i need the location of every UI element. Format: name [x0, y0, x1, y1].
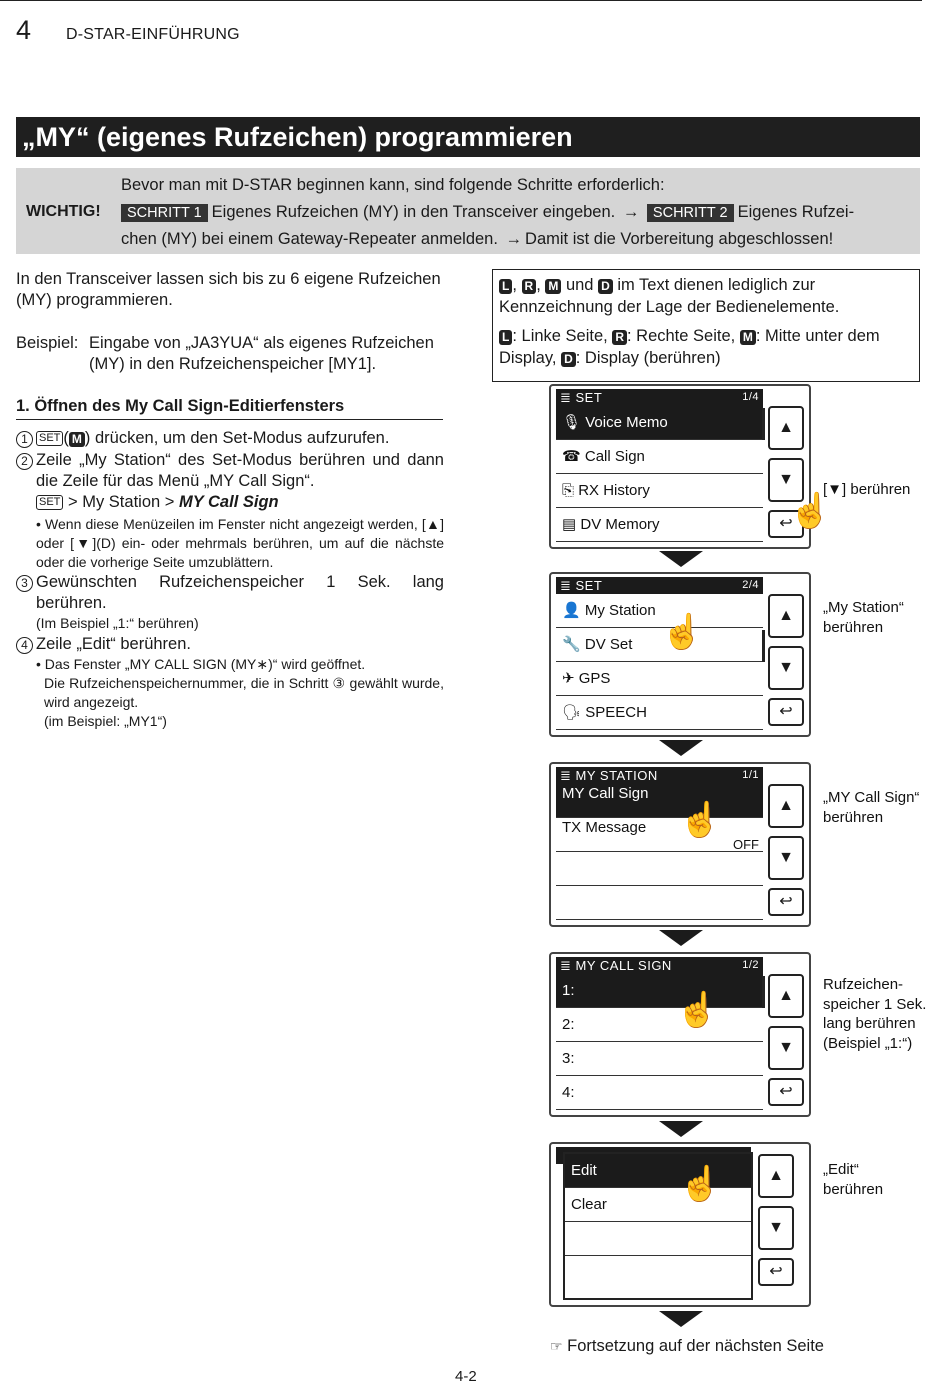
step2-path-b: MY Call Sign: [178, 493, 279, 511]
step2-text-b: chen (MY) bei einem Gateway-Repeater anmelden.: [121, 230, 498, 248]
memory-row-label: 1:: [562, 982, 575, 999]
screen-buttons: [768, 974, 806, 1106]
menu-row-label: TX Message: [562, 819, 647, 836]
d-key-icon: D: [561, 352, 576, 367]
scrollbar: [762, 630, 765, 662]
popup-menu: [563, 1152, 753, 1300]
arrow-icon: →: [622, 203, 640, 221]
down-button[interactable]: ▼: [758, 1206, 794, 1250]
rx-history-icon: ⎘: [562, 482, 575, 499]
screen-title: SET: [575, 578, 603, 593]
screen-my-station: [549, 762, 811, 927]
set-key-icon: SET: [36, 495, 63, 510]
touch-hand-icon: ☝: [679, 1165, 722, 1203]
r-key-icon: R: [612, 330, 627, 345]
legend-line1: L , R , M und D im Text dienen lediglich zur Kennzeichnung der Lage der Bedienelemente.: [499, 276, 840, 316]
chapter-title: D-STAR-EINFÜHRUNG: [66, 26, 240, 43]
screen-page: 2/4: [742, 579, 759, 591]
m-key-icon: M: [545, 279, 561, 294]
example-label: Beispiel:: [16, 334, 79, 352]
down-button[interactable]: ▼: [768, 458, 804, 502]
menu-row-label: GPS: [578, 670, 611, 687]
menu-row-my-call-sign[interactable]: [556, 784, 763, 818]
step1-text: Eigenes Rufzeichen (MY) in den Transceiver eingeben.: [211, 203, 616, 221]
screen-title-bar: ≣ SET 1/4: [556, 389, 763, 406]
flow-arrow-icon: [659, 740, 703, 756]
menu-row-voice-memo[interactable]: [556, 406, 763, 440]
step2-path-a: > My Station >: [68, 493, 175, 511]
touch-hand-icon: ☝: [676, 991, 719, 1029]
l-key-icon: L: [499, 330, 512, 345]
menu-row-rx-history[interactable]: [556, 474, 763, 508]
legend-und: und: [565, 276, 594, 294]
speech-icon: 🗣: [562, 704, 582, 721]
step2-text: Zeile „My Station“ des Set-Modus berühren und dann die Zeile für das Menü „MY Call Sign“.: [36, 451, 444, 490]
legend-line1-rest: im Text dienen lediglich zur Kennzeichnung der Lage der Bedienelemente.: [499, 276, 840, 316]
example-text: Eingabe von „JA3YUA“ als eigenes Rufzeichen (MY) in den Rufzeichenspeicher [MY1].: [89, 334, 434, 373]
popup-row-empty: [565, 1256, 751, 1290]
legend-d-desc: : Display (berühren): [575, 348, 721, 367]
back-button[interactable]: ↩: [768, 1078, 804, 1106]
person-icon: 👤: [562, 602, 581, 619]
screen-my-call-sign: [549, 952, 811, 1117]
wrench-icon: 🔧: [562, 636, 581, 653]
d-key-icon: D: [598, 279, 613, 294]
screen-title: MY STATION: [575, 768, 658, 783]
notice-line2: [121, 203, 854, 222]
memory-row-label: 4:: [562, 1084, 575, 1101]
caption-down: [▼] berühren: [823, 481, 911, 498]
page-number: 4-2: [455, 1368, 477, 1385]
screen-title: MY CALL SIGN: [575, 958, 672, 973]
pointing-hand-icon: ☞: [550, 1338, 563, 1354]
back-button[interactable]: ↩: [768, 888, 804, 916]
scrollbar: [762, 976, 765, 1008]
step4-bullet1: • Das Fenster „MY CALL SIGN (MY∗)“ wird geöffnet.: [36, 656, 366, 672]
menu-row-label: DV Set: [584, 636, 633, 653]
menu-row-dv-memory[interactable]: [556, 508, 763, 542]
screen-page: 1/2: [742, 959, 759, 971]
menu-row-label: Call Sign: [584, 448, 645, 465]
memory-row-label: 2:: [562, 1016, 575, 1033]
menu-row-label: MY Call Sign: [562, 785, 649, 802]
menu-list: [556, 594, 763, 730]
down-button[interactable]: ▼: [768, 836, 804, 880]
step2-badge: SCHRITT 2: [647, 204, 734, 222]
m-key-icon: M: [740, 330, 756, 345]
touch-hand-icon: ☝: [661, 613, 704, 651]
microphone-icon: 🎙: [562, 414, 582, 431]
popup-row-label: Clear: [571, 1196, 607, 1213]
set-key-icon: SET: [36, 431, 63, 446]
menu-row-empty: [556, 852, 763, 886]
screen-buttons: [768, 594, 806, 726]
menu-list: [556, 784, 763, 920]
step4-bullet2: Die Rufzeichenspeichernummer, die in Schritt ③ gewählt wurde, wird angezeigt.: [44, 675, 444, 710]
legend-l-desc: : Linke Seite,: [512, 327, 608, 345]
back-button[interactable]: ↩: [758, 1258, 794, 1286]
menu-list: [556, 406, 763, 542]
continued-text: Fortsetzung auf der nächsten Seite: [567, 1337, 824, 1355]
popup-row-edit[interactable]: [565, 1154, 751, 1188]
screen-set-page1: [549, 384, 832, 549]
m-key-icon: M: [69, 432, 85, 447]
screen-edit-popup: [549, 1142, 811, 1307]
touch-hand-icon: ☝: [679, 801, 722, 839]
memory-list: [556, 974, 763, 1110]
touch-hand-icon: ☝: [789, 492, 832, 530]
tx-message-value: OFF: [733, 837, 759, 852]
flow-arrow-icon: [659, 930, 703, 946]
intro-text: In den Transceiver lassen sich bis zu 6 eigene Rufzeichen (MY) programmieren.: [16, 270, 441, 309]
step-number: 2: [16, 453, 33, 470]
call-sign-icon: ☎: [562, 448, 581, 465]
step3-text: Gewünschten Rufzeichenspeicher 1 Sek. lang berühren.: [36, 573, 444, 612]
legend-m-desc: : Mitte unter dem Display,: [499, 327, 880, 367]
menu-row-empty: [556, 886, 763, 920]
flow-arrow-icon: [659, 551, 703, 567]
menu-row-label: DV Memory: [580, 516, 660, 533]
legend-box: [492, 269, 920, 382]
section-title: „MY“ (eigenes Rufzeichen) programmieren: [16, 117, 920, 157]
page-header: [0, 0, 922, 47]
back-button[interactable]: ↩: [768, 698, 804, 726]
up-button[interactable]: ▲: [768, 784, 804, 828]
important-notice: [16, 168, 920, 254]
menu-row-my-station[interactable]: [556, 594, 763, 628]
caption-my-station: „My Station“ berühren: [823, 599, 904, 636]
memory-row-4[interactable]: [556, 1076, 763, 1110]
step4-bullet3: (im Beispiel: „MY1“): [44, 713, 167, 729]
step4-text: Zeile „Edit“ berühren.: [36, 635, 191, 653]
screen-page: 1/4: [742, 391, 759, 403]
menu-row-label: RX History: [578, 482, 650, 499]
menu-row-tx-message[interactable]: [556, 818, 763, 852]
scrollbar: [762, 408, 765, 440]
popup-row-label: Edit: [571, 1162, 597, 1179]
satellite-icon: ✈: [562, 670, 575, 687]
memory-row-3[interactable]: [556, 1042, 763, 1076]
screen-page: 1/1: [742, 769, 759, 781]
continued-note: [550, 1337, 824, 1356]
legend-r-desc: : Rechte Seite,: [627, 327, 736, 345]
l-key-icon: L: [499, 279, 512, 294]
popup-row-empty: [565, 1222, 751, 1256]
popup-row-clear[interactable]: [565, 1188, 751, 1222]
flow-arrow-icon: [659, 1311, 703, 1327]
step-3: [16, 572, 444, 632]
step-2: [16, 450, 444, 585]
screen-title-bar: ≣ SET 2/4: [556, 577, 763, 594]
step1-badge: SCHRITT 1: [121, 204, 208, 222]
screen-buttons: [758, 1154, 796, 1286]
step-number: 4: [16, 637, 33, 654]
step2-text-a: Eigenes Rufzei-: [737, 203, 855, 221]
menu-row-label: My Station: [584, 602, 656, 619]
menu-row-label: Voice Memo: [585, 414, 668, 431]
step-1: 1 SET ( M ) drücken, um den Set-Modus aufzurufen.: [16, 428, 444, 450]
notice-label: WICHTIG!: [26, 203, 101, 220]
screen-set-page2: [549, 572, 811, 737]
chapter-number: 4: [16, 15, 32, 45]
screen-title: SET: [575, 390, 603, 405]
up-button[interactable]: ▲: [768, 974, 804, 1018]
flow-arrow-icon: [659, 1121, 703, 1137]
screen-title-bar: ≣ MY STATION 1/1: [556, 767, 763, 784]
step-number: 1: [16, 431, 33, 448]
menu-row-label: SPEECH: [585, 704, 647, 721]
menu-row-dv-set[interactable]: [556, 628, 763, 662]
arrow-icon: →: [505, 230, 523, 248]
subsection-title: 1. Öffnen des My Call Sign-Editierfensters: [16, 397, 443, 420]
done-text: Damit ist die Vorbereitung abgeschlossen!: [525, 230, 834, 248]
step3-note: (Im Beispiel „1:“ berühren): [36, 615, 199, 631]
menu-row-speech[interactable]: [556, 696, 763, 730]
screen-title-bar: ≣ MY CALL SIGN 1/2: [556, 957, 763, 974]
up-button[interactable]: ▲: [768, 594, 804, 638]
menu-row-call-sign[interactable]: [556, 440, 763, 474]
step2-bullet: • Wenn diese Menüzeilen im Fenster nicht angezeigt werden, [▲] oder [▼](D) ein- oder mehrmals berühren, um auf die nächste oder die vorherige Seite umzublättern.: [36, 516, 444, 570]
caption-memory: Rufzeichen-speicher 1 Sek. lang berühren (Beispiel „1:“): [823, 976, 927, 1052]
up-button[interactable]: ▲: [758, 1154, 794, 1198]
step-4: [16, 634, 444, 734]
up-button[interactable]: ▲: [768, 406, 804, 450]
memory-row-label: 3:: [562, 1050, 575, 1067]
memory-row-1[interactable]: [556, 974, 763, 1008]
down-button[interactable]: ▼: [768, 646, 804, 690]
step-number: 3: [16, 575, 33, 592]
down-button[interactable]: ▼: [768, 1026, 804, 1070]
back-button[interactable]: ↩: [768, 510, 804, 538]
notice-line3: [121, 230, 833, 249]
step1-text: drücken, um den Set-Modus aufzurufen.: [95, 429, 390, 447]
caption-edit: „Edit“ berühren: [823, 1161, 884, 1198]
dv-memory-icon: ▤: [562, 516, 577, 533]
screen-buttons: [768, 784, 806, 916]
menu-row-gps[interactable]: [556, 662, 763, 696]
caption-my-call-sign: „MY Call Sign“ berühren: [823, 789, 920, 826]
notice-line1: Bevor man mit D-STAR beginnen kann, sind folgende Schritte erforderlich:: [121, 176, 665, 194]
r-key-icon: R: [522, 279, 537, 294]
memory-row-2[interactable]: [556, 1008, 763, 1042]
legend-line2: [499, 326, 913, 369]
